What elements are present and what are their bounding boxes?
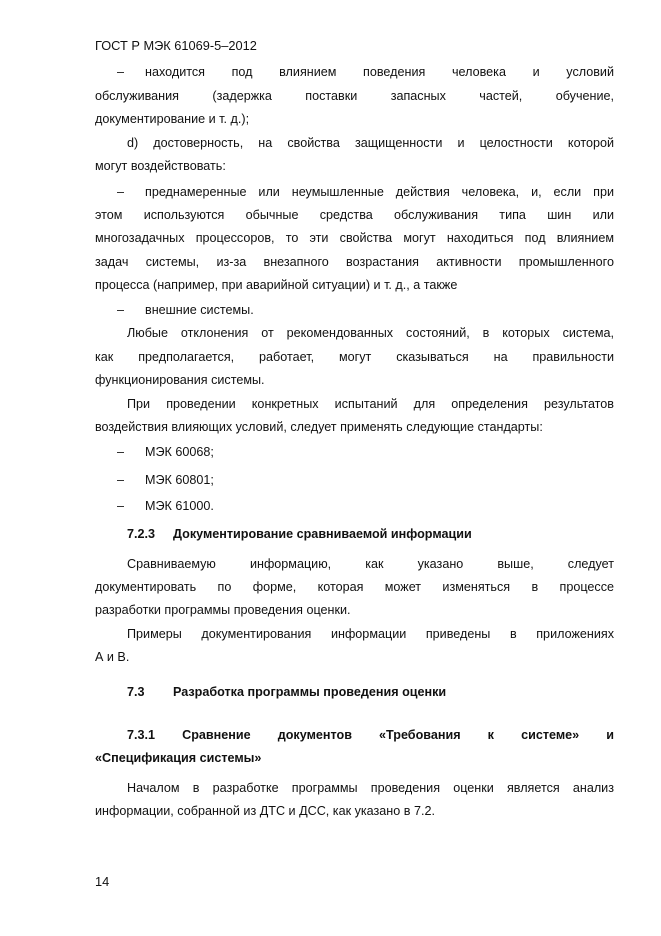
section-title-continuation: «Спецификация системы» — [95, 751, 262, 765]
text-line: документировать по форме, которая может изменяться в процессе — [95, 580, 614, 594]
list-item-text: внешние системы. — [145, 303, 254, 317]
text-line: обслуживания (задержка поставки запасных частей, обучение, — [95, 89, 614, 103]
document-header: ГОСТ Р МЭК 61069-5–2012 — [95, 38, 257, 53]
text-line: При проведении конкретных испытаний для определения результатов — [127, 397, 614, 411]
text-line: А и В. — [95, 650, 130, 664]
text-line: многозадачных процессоров, то эти свойства могут находиться под влиянием — [95, 231, 614, 245]
section-title: Сравнение документов «Требования к системе» и — [182, 728, 615, 742]
text-line: этом используются обычные средства обслуживания типа шин или — [95, 208, 614, 222]
text-line: Примеры документирования информации приведены в приложениях — [127, 627, 614, 641]
list-item-text: МЭК 61000. — [145, 499, 214, 513]
text-line: Сравниваемую информацию, как указано выше, следует — [127, 557, 614, 571]
text-line: Началом в разработке программы проведения оценки является анализ — [127, 781, 614, 795]
text-line: Любые отклонения от рекомендованных состояний, в которых система, — [127, 326, 614, 340]
text-line: могут воздействовать: — [95, 159, 226, 173]
list-item-text: МЭК 60068; — [145, 445, 214, 459]
list-dash: – — [117, 499, 125, 513]
text-line: информации, собранной из ДТС и ДСС, как указано в 7.2. — [95, 804, 435, 818]
section-title: Разработка программы проведения оценки — [173, 685, 447, 699]
list-item — [117, 442, 614, 462]
list-dash: – — [117, 65, 125, 79]
list-item-text: преднамеренные или неумышленные действия человека, и, если при — [145, 185, 614, 199]
list-dash: – — [117, 303, 125, 317]
list-dash: – — [117, 185, 125, 199]
list-item — [117, 496, 614, 516]
text-line: как предполагается, работает, могут сказываться на правильности — [95, 350, 614, 364]
page-number: 14 — [95, 874, 110, 889]
list-dash: – — [117, 445, 125, 459]
list-dash: – — [117, 473, 125, 487]
text-line: процесса (например, при аварийной ситуации) и т. д., а также — [95, 278, 458, 292]
list-item-text: находится под влиянием поведения человека и условий — [145, 65, 614, 79]
section-heading — [127, 682, 614, 702]
text-line: воздействия влияющих условий, следует применять следующие стандарты: — [95, 420, 543, 434]
list-item — [117, 62, 614, 82]
text-line: d) достоверность, на свойства защищенности и целостности которой — [127, 136, 614, 150]
text-line: разработки программы проведения оценки. — [95, 603, 351, 617]
section-title: Документирование сравниваемой информации — [173, 527, 472, 541]
section-number: 7.3 — [127, 685, 145, 699]
section-number: 7.3.1 — [127, 728, 156, 742]
list-item-text: МЭК 60801; — [145, 473, 214, 487]
list-item — [117, 470, 614, 490]
section-number: 7.2.3 — [127, 527, 156, 541]
list-item — [117, 182, 614, 202]
text-line: функционирования системы. — [95, 373, 265, 387]
text-line: задач системы, из-за внезапного возрастания активности промышленного — [95, 255, 614, 269]
text-line: документирование и т. д.); — [95, 112, 250, 126]
list-item — [117, 300, 614, 320]
section-heading — [127, 725, 614, 745]
section-heading — [127, 524, 614, 544]
